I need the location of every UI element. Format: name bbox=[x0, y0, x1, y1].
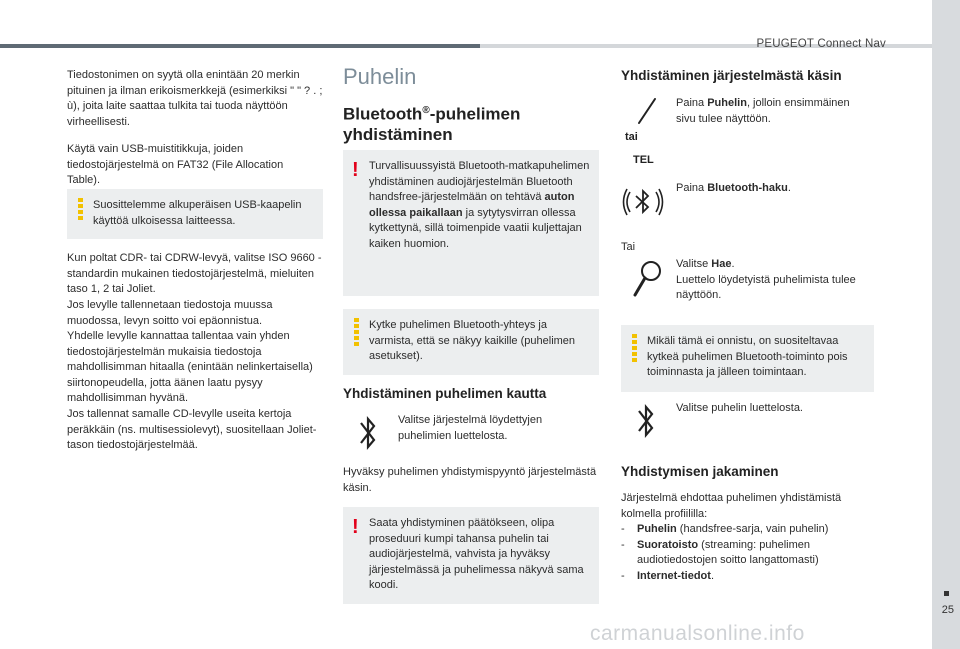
info-bar-icon bbox=[78, 198, 83, 222]
warning-note: ! Turvallisuussyistä Bluetooth-matkapuhelimen yhdistäminen audiojärjestelmän Bluetooth handsfree-järjestelmään on tehtävä auton ollessa paikallaan ja sytytysvirran ollessa kytkettynä, sillä toimenpide vaatii kuljettajan kaiken huomion. bbox=[343, 150, 599, 296]
bluetooth-icon bbox=[635, 401, 657, 441]
warning-note bbox=[343, 507, 599, 604]
step-select-search: Valitse Hae. Luettelo löydetyistä puhelimista tulee näyttöön. bbox=[676, 258, 856, 302]
paragraph-cdr: Kun poltat CDR- tai CDRW-levyä, valitse ISO 9660 -standardin mukainen tiedostojärjestelmä, mieluiten taso 1, 2 tai Joliet. bbox=[67, 252, 322, 296]
handset-icon bbox=[635, 96, 659, 126]
step-press-bluetooth-search: Paina Bluetooth-haku. bbox=[676, 182, 791, 194]
paragraph-filename: Tiedostonimen on syytä olla enintään 20 merkin pituinen ja ilman erikoismerkkejä (esimerkiksi " " ? . ; ù), joita laite saattaa tulkita tai tuoda näyttöön virheellisesti. bbox=[67, 69, 323, 128]
list-item: - Suoratoisto (streaming: puhelimen audiotiedostojen soitto langattomasti) bbox=[621, 538, 819, 567]
or-text: Tai bbox=[621, 241, 636, 253]
page-number: 25 bbox=[941, 604, 954, 616]
info-bar-icon bbox=[632, 334, 637, 364]
paragraph-profiles: Järjestelmä ehdottaa puhelimen yhdistämistä kolmella profiililla: bbox=[621, 492, 842, 520]
paragraph-multisession: Jos tallennat samalle CD-levylle useita kertoja peräkkäin (ns. multisessiolevyt), suositellaan Joliet-tason tiedostojärjestelmää. bbox=[67, 408, 317, 452]
watermark-text: carmanualsonline.info bbox=[590, 622, 805, 645]
step-select-system: Valitse järjestelmä löydettyjen puhelimien luettelosta. bbox=[398, 414, 543, 442]
tel-button-label: TEL bbox=[633, 154, 654, 166]
search-magnifier-icon bbox=[631, 257, 665, 301]
info-note-text: Suosittelemme alkuperäisen USB-kaapelin käyttöä ulkoisessa laitteessa. bbox=[93, 199, 302, 227]
info-note bbox=[621, 325, 874, 392]
continuation-marker bbox=[944, 591, 949, 596]
paragraph-usb: Käytä vain USB-muistitikkuja, joiden tiedostojärjestelmä on FAT32 (File Allocation Table). bbox=[67, 143, 284, 187]
subheading-connection-sharing: Yhdistymisen jakaminen bbox=[621, 464, 779, 479]
list-item: - Puhelin (handsfree-sarja, vain puhelin) bbox=[621, 523, 829, 535]
subheading-system-pairing: Yhdistäminen järjestelmästä käsin bbox=[621, 68, 842, 83]
info-note bbox=[343, 309, 599, 375]
paragraph-format: Jos levylle tallennetaan tiedostoja muussa muodossa, levyn soitto voi epäonnistua. bbox=[67, 299, 273, 327]
step-press-phone: Paina Puhelin, jolloin ensimmäinen sivu tulee näyttöön. bbox=[676, 97, 850, 125]
paragraph-speed: Yhdelle levylle kannattaa tallentaa vain yhden tiedostojärjestelmän mukaisia tiedostoja mahdollisimman hitaalla (enintään nelinkertaisella) siirtonopeudella, jotta äänen laatu pysyy mahdollisimman hyvänä. bbox=[67, 330, 313, 405]
page-edge-band bbox=[932, 0, 960, 649]
paragraph-accept: Hyväksy puhelimen yhdistymispyyntö järjestelmästä käsin. bbox=[343, 466, 597, 494]
section-heading: Bluetooth®-puhelimen yhdistäminen bbox=[343, 104, 521, 144]
bluetooth-search-icon bbox=[621, 182, 665, 226]
profile-list bbox=[621, 522, 874, 584]
or-label: tai bbox=[625, 131, 638, 143]
running-header: PEUGEOT Connect Nav bbox=[756, 38, 886, 50]
section-title: Puhelin bbox=[343, 64, 417, 89]
step-select-phone: Valitse puhelin luettelosta. bbox=[676, 402, 803, 414]
info-bar-icon bbox=[354, 318, 359, 348]
info-note-text: Mikäli tämä ei onnistu, on suositeltavaa kytkeä puhelimen Bluetooth-toiminto pois toiminnasta ja jälleen toimintaan. bbox=[647, 335, 848, 379]
header-rule bbox=[0, 44, 480, 48]
list-item: - Internet-tiedot. bbox=[621, 569, 715, 582]
subheading-phone-pairing: Yhdistäminen puhelimen kautta bbox=[343, 386, 547, 401]
warning-icon: ! bbox=[352, 159, 359, 181]
info-note bbox=[67, 189, 323, 239]
warning-icon: ! bbox=[352, 516, 359, 538]
info-note-text: Kytke puhelimen Bluetooth-yhteys ja varmista, että se näkyy kaikille (puhelimen asetukset). bbox=[369, 319, 576, 363]
bluetooth-icon bbox=[357, 413, 379, 453]
warning-note-text: Saata yhdistyminen päätökseen, olipa proseduuri kumpi tahansa puhelin tai audiojärjestelmä, vahvista ja hyväksy järjestelmässä ja puhelimessa näkyvä sama koodi. bbox=[369, 517, 584, 592]
